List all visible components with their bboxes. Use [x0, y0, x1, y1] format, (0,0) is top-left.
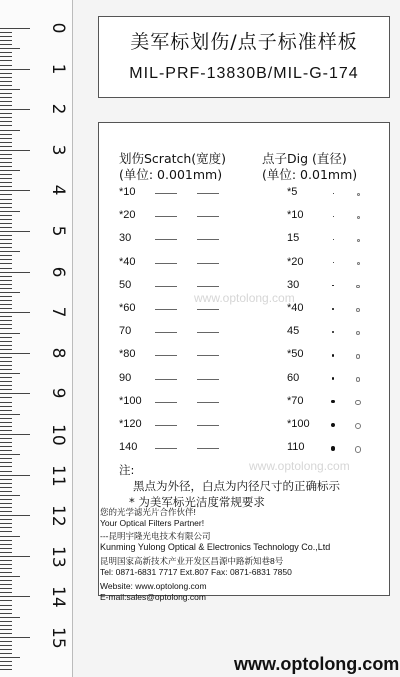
- ruler-tick: [0, 223, 12, 224]
- ruler-tick: [0, 592, 12, 593]
- ruler-tick: [0, 113, 12, 114]
- ruler-tick: [0, 552, 12, 553]
- ruler-tick: [0, 247, 12, 248]
- dig-label: 60: [287, 371, 300, 384]
- ruler-tick: [0, 365, 12, 366]
- scratch-label: 30: [119, 232, 132, 245]
- dig-dot-black: [332, 377, 335, 380]
- footer-website: www.optolong.com: [234, 654, 400, 674]
- ruler-tick: [0, 337, 12, 338]
- dig-dot-black: [332, 308, 334, 310]
- company-en: Kunming Yulong Optical & Electronics Technology Co.,Ltd: [100, 542, 331, 552]
- ruler-number: 5: [48, 225, 68, 237]
- ruler-tick: [0, 150, 30, 151]
- scratch-label: *100: [119, 394, 142, 407]
- scratch-line: [155, 216, 177, 217]
- ruler-tick: [0, 125, 12, 126]
- ruler-tick: [0, 186, 12, 187]
- ruler-number: 11: [48, 464, 68, 487]
- ruler-tick: [0, 361, 12, 362]
- ruler-tick: [0, 284, 12, 285]
- ruler-tick: [0, 93, 12, 94]
- ruler-tick: [0, 357, 12, 358]
- address: 昆明国家高新技术产业开发区昌源中路新知巷8号: [100, 556, 284, 566]
- scratch-line: [155, 355, 177, 356]
- scratch-header-unit: (单位: 0.001mm): [119, 167, 223, 182]
- ruler-tick: [0, 227, 12, 228]
- slogan-cn: 您的光学滤光片合作伙伴!: [100, 507, 196, 517]
- ruler-tick: [0, 85, 12, 86]
- ruler-tick: [0, 641, 12, 642]
- ruler-tick: [0, 499, 12, 500]
- ruler-tick: [0, 268, 12, 269]
- ruler-tick: [0, 471, 12, 472]
- ruler-number: 4: [48, 184, 68, 196]
- ruler-tick: [0, 487, 12, 488]
- ruler-tick: [0, 600, 12, 601]
- scratch-line: [155, 286, 177, 287]
- dig-dot-white: [355, 423, 362, 430]
- ruler-tick: [0, 134, 12, 135]
- dig-dot-black: [331, 400, 334, 403]
- ruler-tick: [0, 300, 12, 301]
- ruler-tick: [0, 385, 12, 386]
- dig-label: 45: [287, 325, 300, 338]
- ruler-tick: [0, 568, 12, 569]
- ruler-tick: [0, 393, 30, 394]
- dig-dot-black: [333, 216, 334, 217]
- ruler-tick: [0, 190, 30, 191]
- ruler-tick: [0, 605, 12, 606]
- ruler-tick: [0, 438, 12, 439]
- ruler-tick: [0, 669, 12, 670]
- ruler-number: 3: [48, 144, 68, 156]
- dig-label: 110: [287, 441, 305, 454]
- ruler-tick: [0, 36, 12, 37]
- ruler-tick: [0, 130, 20, 131]
- ruler-tick: [0, 304, 12, 305]
- ruler-tick: [0, 52, 12, 53]
- scratch-line: [197, 286, 219, 287]
- ruler-tick: [0, 507, 12, 508]
- ruler-tick: [0, 613, 12, 614]
- dig-dot-black: [333, 239, 334, 240]
- ruler-tick: [0, 333, 20, 334]
- scratch-header: [119, 151, 226, 183]
- ruler-tick: [0, 397, 12, 398]
- ruler-tick: [0, 40, 12, 41]
- ruler-tick: [0, 531, 12, 532]
- ruler-tick: [0, 458, 12, 459]
- ruler-tick: [0, 402, 12, 403]
- ruler-tick: [0, 369, 12, 370]
- watermark: www.optolong.com: [249, 459, 350, 473]
- dig-label: *5: [287, 186, 298, 198]
- ruler-tick: [0, 199, 12, 200]
- ruler-number: 6: [48, 266, 68, 277]
- ruler-number: 9: [48, 387, 68, 399]
- ruler-tick: [0, 381, 12, 382]
- ruler-number: 15: [48, 627, 68, 649]
- scratch-line: [197, 379, 219, 380]
- ruler-tick: [0, 430, 12, 431]
- ruler-tick: [0, 32, 12, 33]
- ruler-tick: [0, 483, 12, 484]
- ruler-tick: [0, 89, 20, 90]
- title-card: [98, 16, 390, 98]
- scratch-line: [155, 332, 177, 333]
- dig-header: [262, 151, 357, 183]
- ruler-tick: [0, 243, 12, 244]
- ruler-tick: [0, 251, 20, 252]
- ruler-tick: [0, 625, 12, 626]
- notes-line2: * 为美军标光洁度常规要求: [129, 495, 265, 509]
- scratch-line: [155, 425, 177, 426]
- ruler-tick: [0, 154, 12, 155]
- dig-header-unit: (单位: 0.01mm): [262, 167, 358, 182]
- ruler-tick: [0, 609, 12, 610]
- ruler-tick: [0, 495, 20, 496]
- scratch-line: [197, 193, 219, 194]
- scratch-line: [197, 332, 219, 333]
- ruler-tick: [0, 450, 12, 451]
- ruler-tick: [0, 203, 12, 204]
- ruler-tick: [0, 56, 12, 57]
- ruler-tick: [0, 523, 12, 524]
- ruler-tick: [0, 65, 12, 66]
- scratch-label: 140: [119, 441, 138, 454]
- ruler-tick: [0, 410, 12, 411]
- dig-dot-black: [333, 193, 334, 194]
- ruler-number: 7: [48, 306, 68, 318]
- ruler-tick: [0, 215, 12, 216]
- ruler-tick: [0, 434, 30, 435]
- ruler-tick: [0, 28, 30, 29]
- ruler-tick: [0, 166, 12, 167]
- scratch-line: [197, 263, 219, 264]
- ruler-tick: [0, 519, 12, 520]
- ruler-tick: [0, 105, 12, 106]
- ruler-tick: [0, 515, 30, 516]
- ruler-tick: [0, 263, 12, 264]
- ruler-tick: [0, 637, 30, 638]
- ruler-tick: [0, 219, 12, 220]
- scratch-line: [197, 239, 219, 240]
- scratch-line: [155, 193, 177, 194]
- dig-dot-black: [332, 285, 333, 286]
- ruler-tick: [0, 661, 12, 662]
- ruler-tick: [0, 142, 12, 143]
- dig-dot-white: [357, 193, 360, 196]
- ruler-tick: [0, 353, 30, 354]
- ruler-tick: [0, 475, 30, 476]
- ruler-tick: [0, 231, 30, 232]
- ruler-number: 14: [48, 586, 68, 609]
- dig-label: *20: [287, 255, 304, 268]
- ruler-tick: [0, 491, 12, 492]
- dig-dot-white: [356, 377, 361, 382]
- dig-dot-black: [333, 262, 334, 263]
- slogan-en: Your Optical Filters Partner!: [100, 518, 205, 528]
- notes-line1: 黑点为外径，白点为内径尺寸的正确标示: [133, 479, 340, 493]
- scratch-label: *60: [119, 302, 136, 314]
- dig-label: 30: [287, 278, 300, 291]
- ruler-tick: [0, 588, 12, 589]
- ruler-tick: [0, 653, 12, 654]
- ruler-tick: [0, 272, 30, 273]
- ruler-tick: [0, 280, 12, 281]
- ruler-tick: [0, 182, 12, 183]
- ruler-tick: [0, 44, 12, 45]
- ruler-tick: [0, 540, 12, 541]
- scratch-line: [155, 239, 177, 240]
- ruler-number: 1: [48, 63, 68, 74]
- scratch-line: [155, 309, 177, 310]
- ruler-tick: [0, 576, 20, 577]
- ruler-tick: [0, 466, 12, 467]
- dig-label: *40: [287, 302, 304, 314]
- ruler-tick: [0, 665, 12, 666]
- scratch-line: [155, 402, 177, 403]
- ruler-tick: [0, 422, 12, 423]
- dig-label: *100: [287, 418, 310, 430]
- scratch-header-title: 划伤Scratch(宽度): [119, 151, 227, 166]
- dig-dot-black: [331, 423, 336, 428]
- notes-label: 注:: [119, 463, 135, 477]
- ruler-tick: [0, 101, 12, 102]
- ruler-tick: [0, 288, 12, 289]
- ruler-tick: [0, 527, 12, 528]
- ruler-number: 0: [48, 22, 68, 34]
- ruler-tick: [0, 454, 20, 455]
- dig-label: *50: [287, 348, 304, 361]
- dig-dot-white: [357, 239, 360, 242]
- ruler-tick: [0, 645, 12, 646]
- scratch-line: [197, 425, 219, 426]
- ruler-tick: [0, 442, 12, 443]
- ruler-number: 8: [48, 347, 68, 359]
- ruler-tick: [0, 373, 20, 374]
- title-cn: 美军标划伤/点子标准样板: [130, 31, 358, 53]
- ruler-tick: [0, 564, 12, 565]
- email-text: E-mail:sales@optolong.com: [100, 592, 206, 602]
- ruler-tick: [0, 657, 20, 658]
- scratch-line: [197, 402, 219, 403]
- ruler-tick: [0, 596, 30, 597]
- ruler-tick: [0, 97, 12, 98]
- tel-fax: Tel: 0871-6831 7717 Ext.807 Fax: 0871-6831 7850: [100, 567, 292, 577]
- ruler-tick: [0, 324, 12, 325]
- ruler-tick: [0, 345, 12, 346]
- ruler-tick: [0, 580, 12, 581]
- ruler-tick: [0, 60, 12, 61]
- dig-dot-white: [357, 216, 360, 219]
- dig-dot-white: [356, 285, 359, 288]
- ruler-tick: [0, 633, 12, 634]
- dig-dot-white: [356, 308, 360, 312]
- scratch-line: [155, 263, 177, 264]
- scratch-label: *20: [119, 209, 136, 222]
- scratch-line: [197, 309, 219, 310]
- ruler-tick: [0, 649, 12, 650]
- ruler-tick: [0, 389, 12, 390]
- scratch-label: *40: [119, 255, 136, 268]
- ruler-tick: [0, 544, 12, 545]
- ruler-tick: [0, 556, 30, 557]
- website-text: Website: www.optolong.com: [100, 581, 207, 591]
- ruler-tick: [0, 328, 12, 329]
- scratch-label: *80: [119, 348, 136, 361]
- scratch-line: [155, 448, 177, 449]
- ruler-tick: [0, 341, 12, 342]
- ruler-tick: [0, 320, 12, 321]
- ruler-tick: [0, 109, 30, 110]
- ruler-tick: [0, 69, 30, 70]
- ruler-tick: [0, 178, 12, 179]
- ruler-number: 13: [48, 545, 68, 568]
- dig-dot-black: [332, 331, 334, 333]
- ruler-tick: [0, 536, 20, 537]
- dig-dot-white: [356, 331, 360, 335]
- company-cn: ---昆明宇隆光电技术有限公司: [100, 531, 211, 541]
- contact-block: [100, 507, 388, 603]
- ruler-tick: [0, 207, 12, 208]
- ruler-number: 2: [48, 103, 68, 115]
- ruler-tick: [0, 308, 12, 309]
- title-spec: MIL-PRF-13830B/MIL-G-174: [129, 65, 359, 82]
- ruler-tick: [0, 617, 20, 618]
- dig-dot-black: [331, 446, 336, 451]
- dig-label: *70: [287, 394, 304, 407]
- watermark: www.optolong.com: [194, 291, 295, 305]
- ruler-tick: [0, 77, 12, 78]
- ruler-tick: [0, 414, 20, 415]
- dig-header-title: 点子Dig (直径): [262, 151, 347, 166]
- dig-dot-white: [355, 446, 362, 453]
- ruler-tick: [0, 312, 30, 313]
- ruler-tick: [0, 426, 12, 427]
- scratch-line: [197, 216, 219, 217]
- ruler-tick: [0, 81, 12, 82]
- ruler-tick: [0, 162, 12, 163]
- ruler-tick: [0, 48, 20, 49]
- ruler-tick: [0, 194, 12, 195]
- ruler-tick: [0, 292, 20, 293]
- ruler-tick: [0, 462, 12, 463]
- ruler-tick: [0, 349, 12, 350]
- dig-dot-white: [357, 262, 360, 265]
- ruler-tick: [0, 377, 12, 378]
- scratch-label: 50: [119, 278, 132, 291]
- ruler-number: 12: [48, 505, 68, 527]
- ruler-number: 10: [48, 424, 68, 446]
- ruler-tick: [0, 170, 20, 171]
- ruler-tick: [0, 146, 12, 147]
- ruler-tick: [0, 446, 12, 447]
- ruler-tick: [0, 584, 12, 585]
- scratch-label: *120: [119, 418, 142, 430]
- ruler-tick: [0, 316, 12, 317]
- ruler-tick: [0, 174, 12, 175]
- ruler-tick: [0, 255, 12, 256]
- dig-dot-white: [356, 354, 360, 358]
- ruler-tick: [0, 138, 12, 139]
- scratch-label: 90: [119, 371, 132, 384]
- ruler-tick: [0, 296, 12, 297]
- dig-label: 15: [287, 232, 300, 245]
- scratch-label: *10: [119, 186, 136, 198]
- dig-dot-black: [332, 354, 334, 356]
- ruler-tick: [0, 418, 12, 419]
- ruler-tick: [0, 239, 12, 240]
- ruler-tick: [0, 211, 20, 212]
- ruler-tick: [0, 73, 12, 74]
- ruler-tick: [0, 629, 12, 630]
- ruler-tick: [0, 406, 12, 407]
- ruler-tick: [0, 235, 12, 236]
- dig-label: *10: [287, 209, 304, 222]
- ruler-tick: [0, 572, 12, 573]
- scratch-line: [197, 355, 219, 356]
- ruler-tick: [0, 511, 12, 512]
- ruler-tick: [0, 259, 12, 260]
- ruler-tick: [0, 503, 12, 504]
- scratch-line: [197, 448, 219, 449]
- ruler-tick: [0, 560, 12, 561]
- ruler-tick: [0, 548, 12, 549]
- ruler-tick: [0, 621, 12, 622]
- scratch-label: 70: [119, 325, 132, 338]
- ruler-tick: [0, 276, 12, 277]
- ruler-tick: [0, 479, 12, 480]
- ruler-tick: [0, 121, 12, 122]
- dig-dot-white: [355, 400, 360, 405]
- ruler-tick: [0, 117, 12, 118]
- ruler-tick: [0, 158, 12, 159]
- ruler: [0, 0, 73, 677]
- scratch-line: [155, 379, 177, 380]
